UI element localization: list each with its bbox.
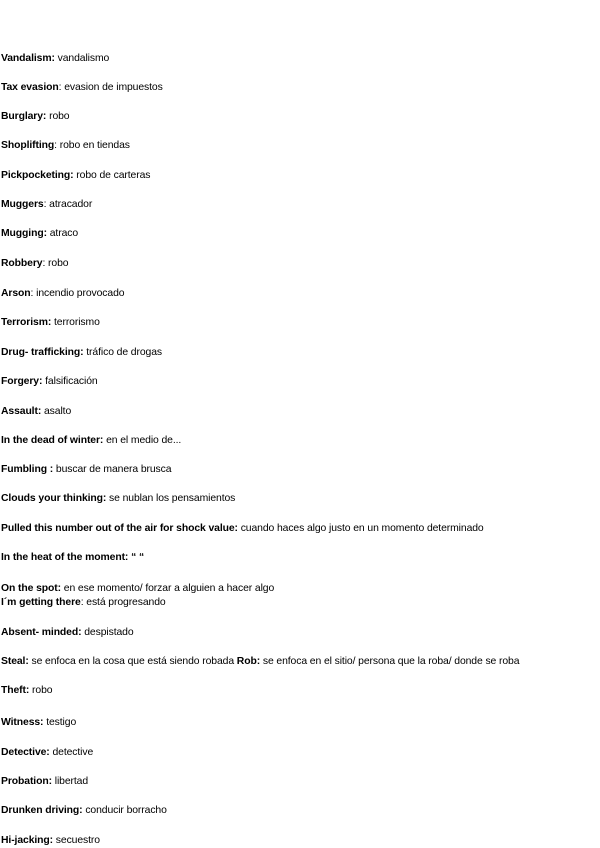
definition: tráfico de drogas — [83, 347, 162, 358]
definition: : incendio provocado — [30, 288, 125, 299]
definition: testigo — [43, 717, 77, 728]
term: Forgery: — [1, 376, 43, 387]
glossary-entry — [1, 287, 124, 300]
glossary-entry — [1, 346, 162, 359]
definition: asalto — [41, 406, 72, 417]
glossary-entry — [1, 227, 78, 240]
definition: detective — [49, 747, 94, 758]
glossary-entry — [1, 52, 109, 65]
definition: : está progresando — [80, 597, 166, 608]
term: Theft: — [1, 685, 30, 696]
term: Vandalism: — [1, 53, 55, 64]
definition: buscar de manera brusca — [53, 464, 172, 475]
glossary-entry — [1, 684, 52, 697]
glossary-entry — [1, 804, 167, 817]
glossary-entry — [1, 257, 68, 270]
term: In the dead of winter: — [1, 435, 104, 446]
glossary-entry — [1, 596, 166, 609]
glossary-entry — [1, 405, 71, 418]
term: Robbery — [1, 258, 43, 269]
definition: secuestro — [53, 835, 100, 846]
glossary-entry — [1, 463, 171, 476]
glossary-entry — [1, 716, 76, 729]
definition: : atracador — [43, 199, 93, 210]
term: Terrorism: — [1, 317, 52, 328]
glossary-entry — [1, 522, 484, 535]
term: Rob: — [236, 656, 261, 667]
definition: : robo — [42, 258, 69, 269]
definition: robo — [29, 685, 53, 696]
term: Witness: — [1, 717, 44, 728]
definition: conducir borracho — [82, 805, 167, 816]
definition: : evasion de impuestos — [58, 82, 163, 93]
term: Arson — [1, 288, 31, 299]
term: I´m getting there — [1, 597, 81, 608]
term: Probation: — [1, 776, 52, 787]
glossary-entry — [1, 746, 93, 759]
definition: terrorismo — [51, 317, 100, 328]
term: Pickpocketing: — [1, 170, 74, 181]
term: Detective: — [1, 747, 50, 758]
term: Pulled this number out of the air for shock value: — [1, 523, 238, 534]
definition: falsificación — [42, 376, 98, 387]
glossary-entry — [1, 655, 519, 668]
definition: robo de carteras — [73, 170, 151, 181]
definition: en ese momento/ forzar a alguien a hacer algo — [60, 583, 275, 594]
definition: despistado — [81, 627, 134, 638]
term: Tax evasion — [1, 82, 59, 93]
term: On the spot: — [1, 583, 61, 594]
definition: se enfoca en la cosa que está siendo robada — [28, 656, 237, 667]
definition: vandalismo — [54, 53, 110, 64]
definition: en el medio de... — [103, 435, 182, 446]
glossary-entry — [1, 198, 92, 211]
glossary-entry — [1, 551, 144, 564]
glossary-entry — [1, 375, 98, 388]
term: Absent- minded: — [1, 627, 82, 638]
term: Drug- trafficking: — [1, 347, 84, 358]
definition: se nublan los pensamientos — [106, 493, 236, 504]
definition: robo — [46, 111, 70, 122]
term: Shoplifting — [1, 140, 55, 151]
glossary-entry — [1, 139, 130, 152]
term: Burglary: — [1, 111, 47, 122]
glossary-entry — [1, 169, 150, 182]
definition: : robo en tiendas — [54, 140, 130, 151]
glossary-entry — [1, 316, 100, 329]
term: In the heat of the moment: “ “ — [1, 552, 145, 563]
term: Steal: — [1, 656, 29, 667]
glossary-entry — [1, 582, 274, 595]
term: Assault: — [1, 406, 42, 417]
term: Mugging: — [1, 228, 47, 239]
glossary-entry — [1, 834, 100, 847]
term: Hi-jacking: — [1, 835, 54, 846]
definition: se enfoca en el sitio/ persona que la roba/ donde se roba — [260, 656, 520, 667]
term: Fumbling : — [1, 464, 54, 475]
term: Muggers — [1, 199, 44, 210]
term: Clouds your thinking: — [1, 493, 107, 504]
glossary-entry — [1, 434, 181, 447]
glossary-entry — [1, 775, 88, 788]
definition: libertad — [51, 776, 89, 787]
glossary-entry — [1, 492, 235, 505]
glossary-entry — [1, 626, 134, 639]
definition: cuando haces algo justo en un momento determinado — [237, 523, 484, 534]
term: Drunken driving: — [1, 805, 83, 816]
glossary-entry — [1, 81, 163, 94]
glossary-entry — [1, 110, 69, 123]
definition: atraco — [46, 228, 79, 239]
